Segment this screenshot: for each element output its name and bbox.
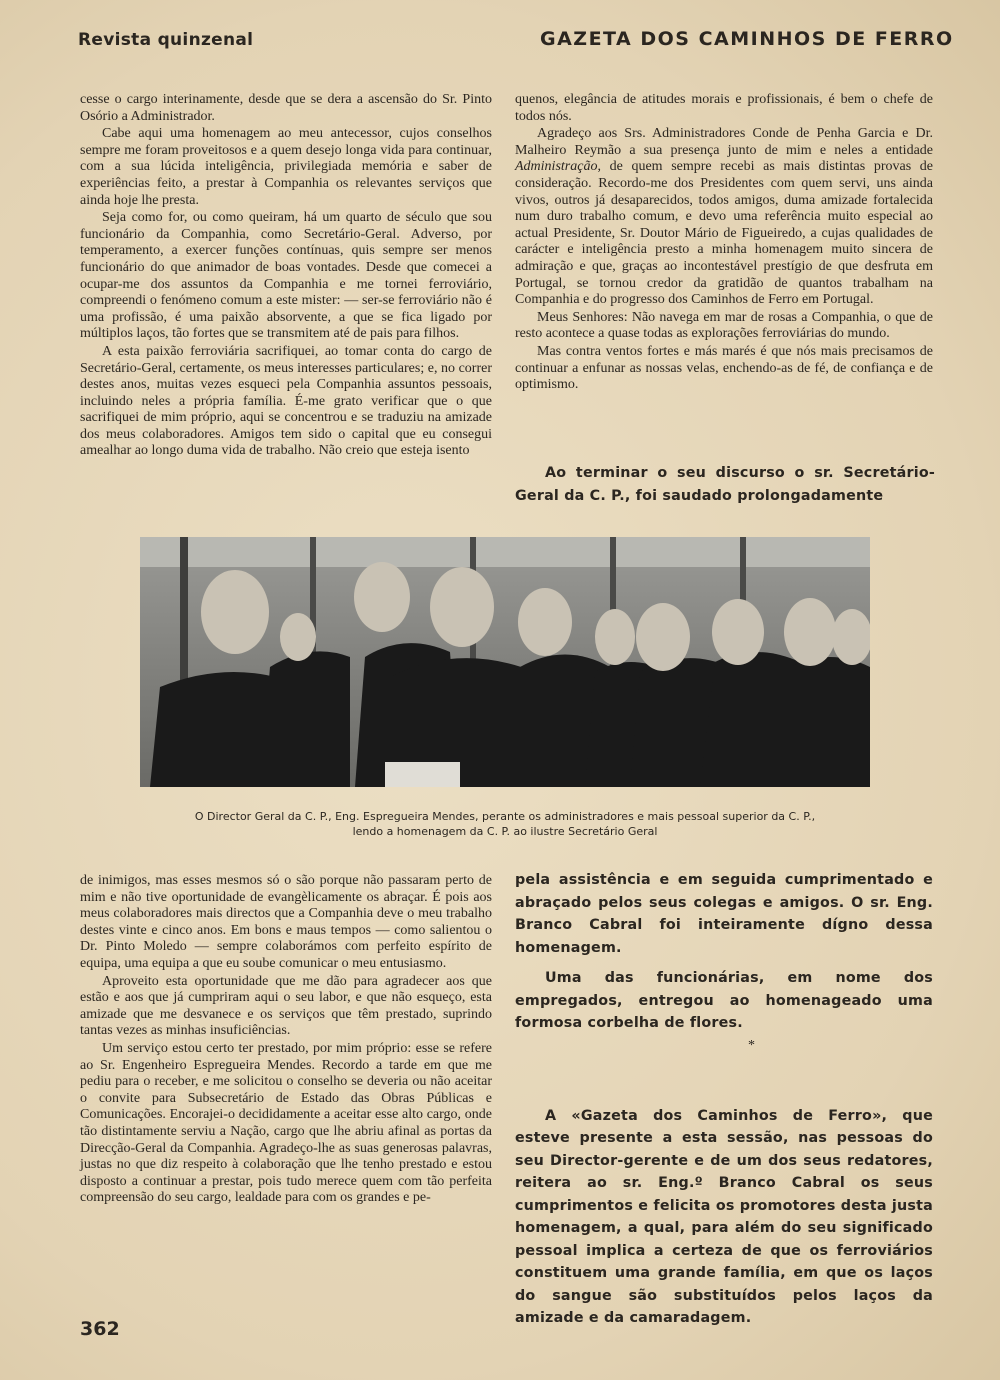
paragraph: Agradeço aos Srs. Administradores Conde de Penha Garcia e Dr. Malheiro Reymão a sua presença junto de mim e neles a entidade Administração, de quem sempre recebi as mais distintas provas de consideração. Recordo-me dos Presidentes com quem servi, uns ainda vivos, outros já desaparecidos, todos amigos, duma amizade fortalecida num duro trabalho comum, e devo uma referência muito especial ao actual Presidente, Sr. Doutor Mário de Figueiredo, a cujas qualidades de carácter e inteligência presto a minha homenagem muito sincera de admiração e que, graças ao incontestável prestígio de que desfruta em Portugal, se tornou credor da gratidão de quantos trabalham na Companhia e do progresso dos Caminhos de Ferro em Portugal. [515, 126, 933, 308]
running-header-title: GAZETA DOS CAMINHOS DE FERRO [540, 28, 954, 50]
photo-caption [140, 809, 870, 839]
column-bottom-right [515, 869, 933, 1330]
paragraph: Aproveito esta oportunidade que me dão para agradecer aos que estão e aos que já cumpriram aqui o seu labor, e que não esqueço, esta amizade que me desvanece e os serviços que têm prestado, suprindo tantas vezes as minhas insuficiências. [80, 973, 492, 1039]
group-photograph [140, 537, 870, 787]
paragraph: Meus Senhores: Não navega em mar de rosas a Companhia, o que de resto acontece a quase todas as explorações ferroviárias do mundo. [515, 309, 933, 342]
paragraph: quenos, elegância de atitudes morais e profissionais, é bem o chefe de todos nós. [515, 92, 933, 124]
paragraph: de inimigos, mas esses mesmos só o são porque não passaram perto de mim e não tive oportunidade de evangèlicamente os abraçar. É pois aos meus colaboradores mais directos que a Companhia deve o meu trabalho destes vinte e cinco anos. Em bons e maus tempos — como salientou o Dr. Pinto Moledo — sempre colaborámos com perfeito espírito de equipa, uma equipa a que eu soube comunicar o meu entusiasmo. [80, 873, 492, 971]
column-bottom-left [80, 873, 492, 1208]
paragraph: A esta paixão ferroviária sacrifiquei, ao tomar conta do cargo de Secretário-Geral, certamente, os meus interesses particulares; e, no correr destes anos, muitas vezes esqueci pela Companhia assuntos pessoais, incluindo neles a própria família. É-me grato verificar que o que sacrifiquei de mim próprio, aqui se concentrou e se traduziu na amizade dos meus colaboradores. Amigos tem sido o capital que eu consegui amealhar ao longo duma vida de trabalho. Não creio que esteja isento [80, 343, 492, 459]
page-number: 362 [80, 1318, 120, 1340]
bold-paragraph: pela assistência e em seguida cumprimentado e abraçado pelos seus colegas e amigos. O sr. Eng. Branco Cabral foi inteiramente dígno dessa homenagem. [515, 872, 933, 956]
column-top-left [80, 92, 492, 461]
section-separator-star: * [748, 1038, 755, 1053]
paragraph: Seja como for, ou como queiram, há um quarto de século que sou funcionário da Companhia, como Secretário-Geral. Adverso, por temperamento, a exercer funções contínuas, quis sempre ser menos funcionário do que animador de boas vontades. Desde que comecei a ocupar-me dos assuntos da Companhia e me tornei ferroviário, compreendi o fenómeno comum a este mister: — ser-se ferroviário não é uma profissão, é uma paixão absorvente, a que se fica ligado por múltiplos laços, tão fortes que se transmitem até de pais para filhos. [80, 210, 492, 342]
caption-line: O Director Geral da C. P., Eng. Espregueira Mendes, perante os administradores e mais pessoal superior da C. P., [194, 810, 816, 823]
paragraph: Cabe aqui uma homenagem ao meu antecessor, cujos conselhos sempre me foram proveitosos e a quem desejo longa vida para continuar, com a sua lúcida inteligência, privilegiada memória e saber de experiências feito, a prestar à Companhia os relevantes serviços que ainda hoje lhe presta. [80, 126, 492, 208]
column-top-right [515, 92, 933, 395]
bold-paragraph: A «Gazeta dos Caminhos de Ferro», que esteve presente a esta sessão, nas pessoas do seu Director-gerente e de um dos seus redatores, reitera ao sr. Eng.º Branco Cabral os seus cumprimentos e felicita os promotores desta justa homenagem, a qual, para além do seu significado pessoal implica a certeza de que os ferroviários constituem uma grande família, em que os laços do sangue são substituídos pelos laços da amizade e da camaradagem. [515, 1107, 933, 1326]
closing-bold-paragraph: Ao terminar o seu discurso o sr. Secretário-Geral da C. P., foi saudado prolongadamente [515, 465, 935, 504]
paragraph: Mas contra ventos fortes e más marés é que nós mais precisamos de continuar a enfunar as nossas velas, enchendo-as de fé, de confiança e de optimismo. [515, 343, 933, 393]
paragraph: cesse o cargo interinamente, desde que se dera a ascensão do Sr. Pinto Osório a Administrador. [80, 92, 492, 124]
running-header-left: Revista quinzenal [78, 30, 254, 50]
caption-line: lendo a homenagem da C. P. ao ilustre Secretário Geral [352, 825, 658, 838]
bold-paragraph: Uma das funcionárias, em nome dos empregados, entregou ao homenageado uma formosa corbelha de flores. [515, 970, 933, 1031]
paragraph: Um serviço estou certo ter prestado, por mim próprio: esse se refere ao Sr. Engenheiro Espregueira Mendes. Recordo a tarde em que me pediu para o receber, e me solicitou o conselho se deveria ou não aceitar o convite para Subsecretário de Estado das Obras Públicas e Comunicações. Encorajei-o decididamente a aceitar esse alto cargo, onde tão distintamente serviu a Nação, cargo que lhe abriu afinal as portas da Direcção-Geral da Companhia. Agradeço-lhe as suas generosas palavras, justas no que diz respeito à colaboração que lhe tenho prestado e estou disposto a continuar a prestar, pois tudo merece quem com tão perfeita compreensão do seu cargo, lealdade para com os grandes e pe- [80, 1040, 492, 1206]
italic-term: Administração [515, 159, 598, 175]
